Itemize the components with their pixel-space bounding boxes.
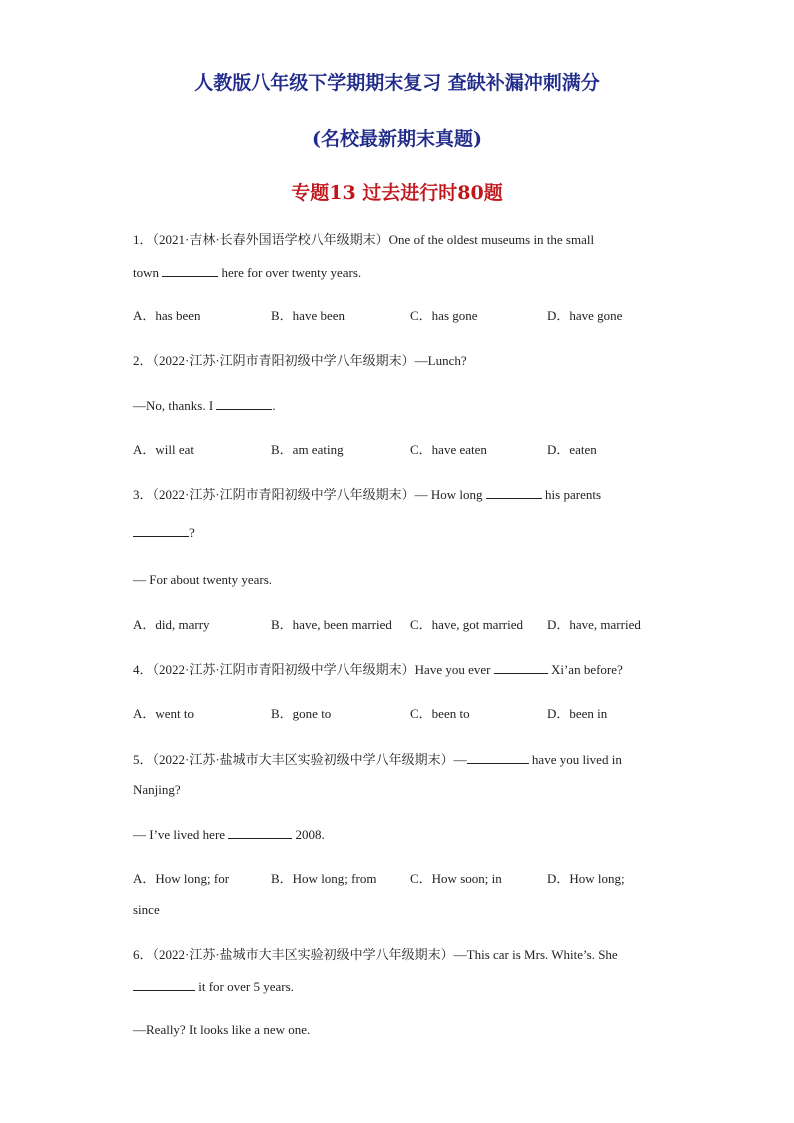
question-3-option-d[interactable]: D．have, married xyxy=(547,617,641,632)
question-2-option-b[interactable]: B．am eating xyxy=(271,442,344,457)
question-2-option-c[interactable]: C．have eaten xyxy=(410,442,487,457)
question-6-answer-line: —Really? It looks like a new one. xyxy=(133,1022,311,1037)
question-4-option-b[interactable]: B．gone to xyxy=(271,706,332,721)
question-2-option-a[interactable]: A．will eat xyxy=(133,442,195,457)
answer-blank[interactable] xyxy=(216,397,272,410)
topic-heading: 专题13 过去进行时80题 xyxy=(291,182,503,204)
answer-blank[interactable] xyxy=(162,264,218,277)
question-1-text: 1．（2021·吉林·长春外国语学校八年级期末）One of the oldest museums in the small xyxy=(133,232,595,247)
question-3-option-c[interactable]: C．have, got married xyxy=(410,617,523,632)
answer-blank[interactable] xyxy=(133,978,195,991)
question-4-text: 4．（2022·江苏·江阴市青阳初级中学八年级期末）Have you ever Xi’an before? xyxy=(133,662,623,677)
question-5-text: 5．（2022·江苏·盐城市大丰区实验初级中学八年级期末）— have you lived in xyxy=(133,752,622,767)
question-5-option-d-cont: since xyxy=(133,902,160,917)
question-5-answer-line: — I’ve lived here 2008. xyxy=(133,827,325,842)
answer-blank[interactable] xyxy=(133,524,189,537)
answer-blank[interactable] xyxy=(486,486,542,499)
question-5-option-a[interactable]: A．How long; for xyxy=(133,871,230,886)
document-subtitle: (名校最新期末真题) xyxy=(312,128,482,150)
question-1-option-c[interactable]: C．has gone xyxy=(410,308,478,323)
question-4-option-d[interactable]: D．been in xyxy=(547,706,608,721)
question-3-option-a[interactable]: A．did, marry xyxy=(133,617,210,632)
question-1-option-b[interactable]: B．have been xyxy=(271,308,346,323)
question-5-text-cont: Nanjing? xyxy=(133,782,181,797)
question-2-text-cont: —No, thanks. I . xyxy=(133,398,276,413)
answer-blank[interactable] xyxy=(494,661,548,674)
question-4-option-a[interactable]: A．went to xyxy=(133,706,195,721)
question-1-option-a[interactable]: A．has been xyxy=(133,308,201,323)
question-6-text-cont: it for over 5 years. xyxy=(133,978,663,995)
question-5-option-d[interactable]: D．How long; xyxy=(547,871,625,886)
question-1-option-d[interactable]: D．have gone xyxy=(547,308,623,323)
question-3-text-cont: ? xyxy=(133,524,663,541)
question-5-option-b[interactable]: B．How long; from xyxy=(271,871,377,886)
question-2-text: 2．（2022·江苏·江阴市青阳初级中学八年级期末）—Lunch? xyxy=(133,353,467,368)
question-3-answer-line: — For about twenty years. xyxy=(133,572,273,587)
question-6-text: 6．（2022·江苏·盐城市大丰区实验初级中学八年级期末）—This car is Mrs. White’s. She xyxy=(133,947,618,962)
question-2-option-d[interactable]: D．eaten xyxy=(547,442,597,457)
question-1-text-cont: town here for over twenty years. xyxy=(133,265,362,280)
document-title: 人教版八年级下学期期末复习 查缺补漏冲刺满分 xyxy=(194,72,600,94)
answer-blank[interactable] xyxy=(228,826,292,839)
answer-blank[interactable] xyxy=(467,751,529,764)
question-4-option-c[interactable]: C．been to xyxy=(410,706,470,721)
question-5-option-c[interactable]: C．How soon; in xyxy=(410,871,502,886)
question-3-text: 3．（2022·江苏·江阴市青阳初级中学八年级期末）— How long his parents xyxy=(133,487,602,502)
question-3-option-b[interactable]: B．have, been married xyxy=(271,617,392,632)
